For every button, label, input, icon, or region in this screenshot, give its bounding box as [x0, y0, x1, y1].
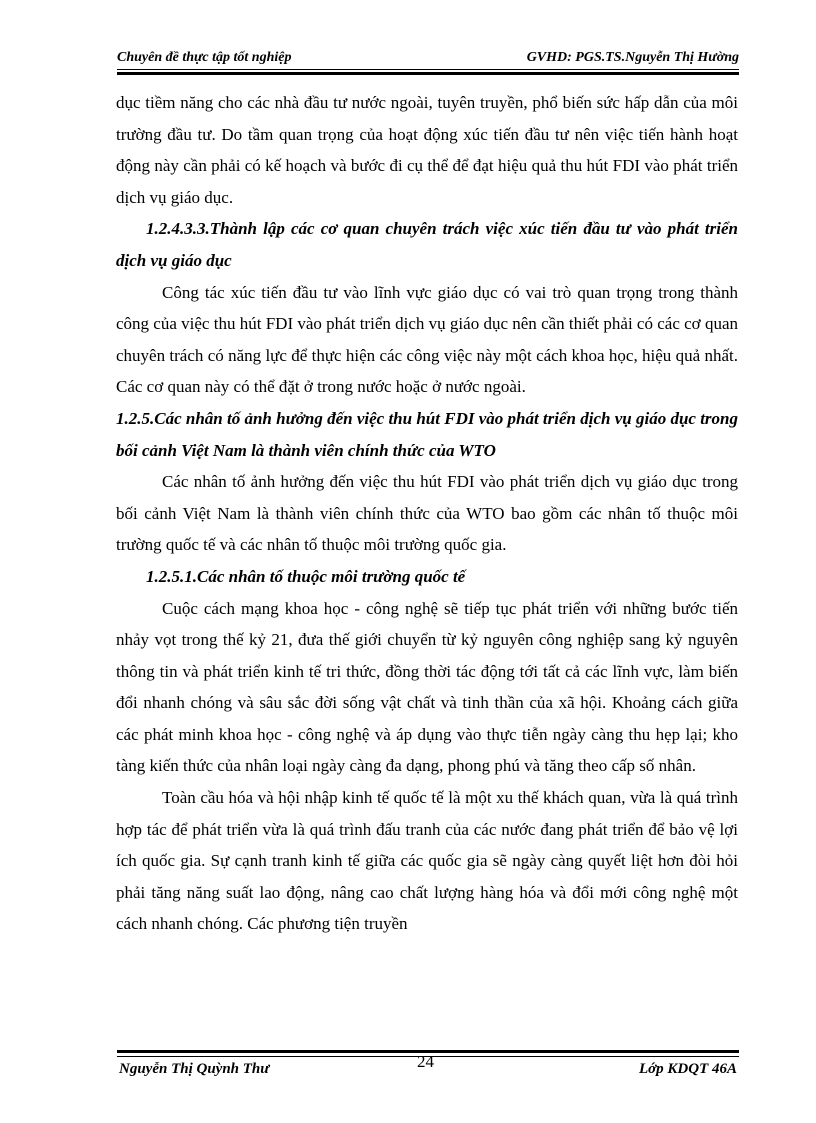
- paragraph-2: Công tác xúc tiến đầu tư vào lĩnh vực giáo dục có vai trò quan trọng trong thành công của việc thu hút FDI vào phát triển dịch vụ giáo dục nên cần thiết phải có các cơ quan chuyên trách có năng lực để thực hiện các công việc này một cách khoa học, hiệu quả nhất. Các cơ quan này có thể đặt ở trong nước hoặc ở nước ngoài.: [116, 282, 738, 397]
- header-rule-thin: [117, 69, 739, 70]
- page-number: 24: [417, 1052, 434, 1071]
- footer-class: Lớp KDQT 46A: [638, 1061, 737, 1077]
- header-left-title: Chuyên đề thực tập tốt nghiệp: [117, 50, 292, 65]
- paragraph-5: Toàn cầu hóa và hội nhập kinh tế quốc tế là một xu thế khách quan, vừa là quá trình hợp tác để phát triển vừa là quá trình đấu tranh của các nước đang phát triển để bảo vệ lợi ích quốc gia. Sự cạnh tranh kinh tế giữa các quốc gia sẽ ngày càng quyết liệt hơn đòi hỏi phải tăng năng suất lao động, nâng cao chất lượng hàng hóa và đổi mới công nghệ một cách nhanh chóng. Các phương tiện truyền: [116, 788, 738, 934]
- paragraph-1: dục tiềm năng cho các nhà đầu tư nước ngoài, tuyên truyền, phổ biến sức hấp dẫn của môi trường đầu tư. Do tầm quan trọng của hoạt động xúc tiến đầu tư nên việc tiến hành hoạt động này cần phải có kế hoạch và bước đi cụ thể để đạt hiệu quả thu hút FDI vào phát triển dịch vụ giáo dục.: [116, 93, 738, 207]
- footer-author: Nguyễn Thị Quỳnh Thư: [119, 1061, 270, 1077]
- page-header: [117, 48, 739, 70]
- paragraph-4: Cuộc cách mạng khoa học - công nghệ sẽ tiếp tục phát triển với những bước tiến nhảy vọt trong thế kỷ 21, đưa thế giới chuyển từ kỷ nguyên công nghiệp sang kỷ nguyên thông tin và phát triển kinh tế tri thức, đồng thời tác động tới tất cả các lĩnh vực, làm biến đổi nhanh chóng và sâu sắc đời sống vật chất và tinh thần của xã hội. Khoảng cách giữa các phát minh khoa học - công nghệ và áp dụng vào thực tiễn ngày càng thu hẹp lại; kho tàng kiến thức của nhân loại ngày càng đa dạng, phong phú và tăng theo cấp số nhân.: [116, 598, 738, 776]
- header-rule-thick: [117, 72, 739, 75]
- page-footer: [117, 1052, 739, 1083]
- section-heading-1-2-4-3-3: 1.2.4.3.3.Thành lập các cơ quan chuyên trách việc xúc tiến đầu tư vào phát triển dịch vụ giáo dục: [116, 219, 738, 270]
- page-body: [116, 87, 738, 940]
- header-right-advisor: GVHD: PGS.TS.Nguyễn Thị Hường: [526, 50, 739, 65]
- section-heading-1-2-5: 1.2.5.Các nhân tố ảnh hưởng đến việc thu hút FDI vào phát triển dịch vụ giáo dục trong bối cảnh Việt Nam là thành viên chính thức của WTO: [116, 408, 738, 460]
- paragraph-3: Các nhân tố ảnh hưởng đến việc thu hút FDI vào phát triển dịch vụ giáo dục trong bối cảnh Việt Nam là thành viên chính thức của WTO bao gồm các nhân tố thuộc môi trường quốc tế và các nhân tố thuộc môi trường quốc gia.: [116, 472, 738, 555]
- section-heading-1-2-5-1: 1.2.5.1.Các nhân tố thuộc môi trường quốc tế: [146, 566, 466, 586]
